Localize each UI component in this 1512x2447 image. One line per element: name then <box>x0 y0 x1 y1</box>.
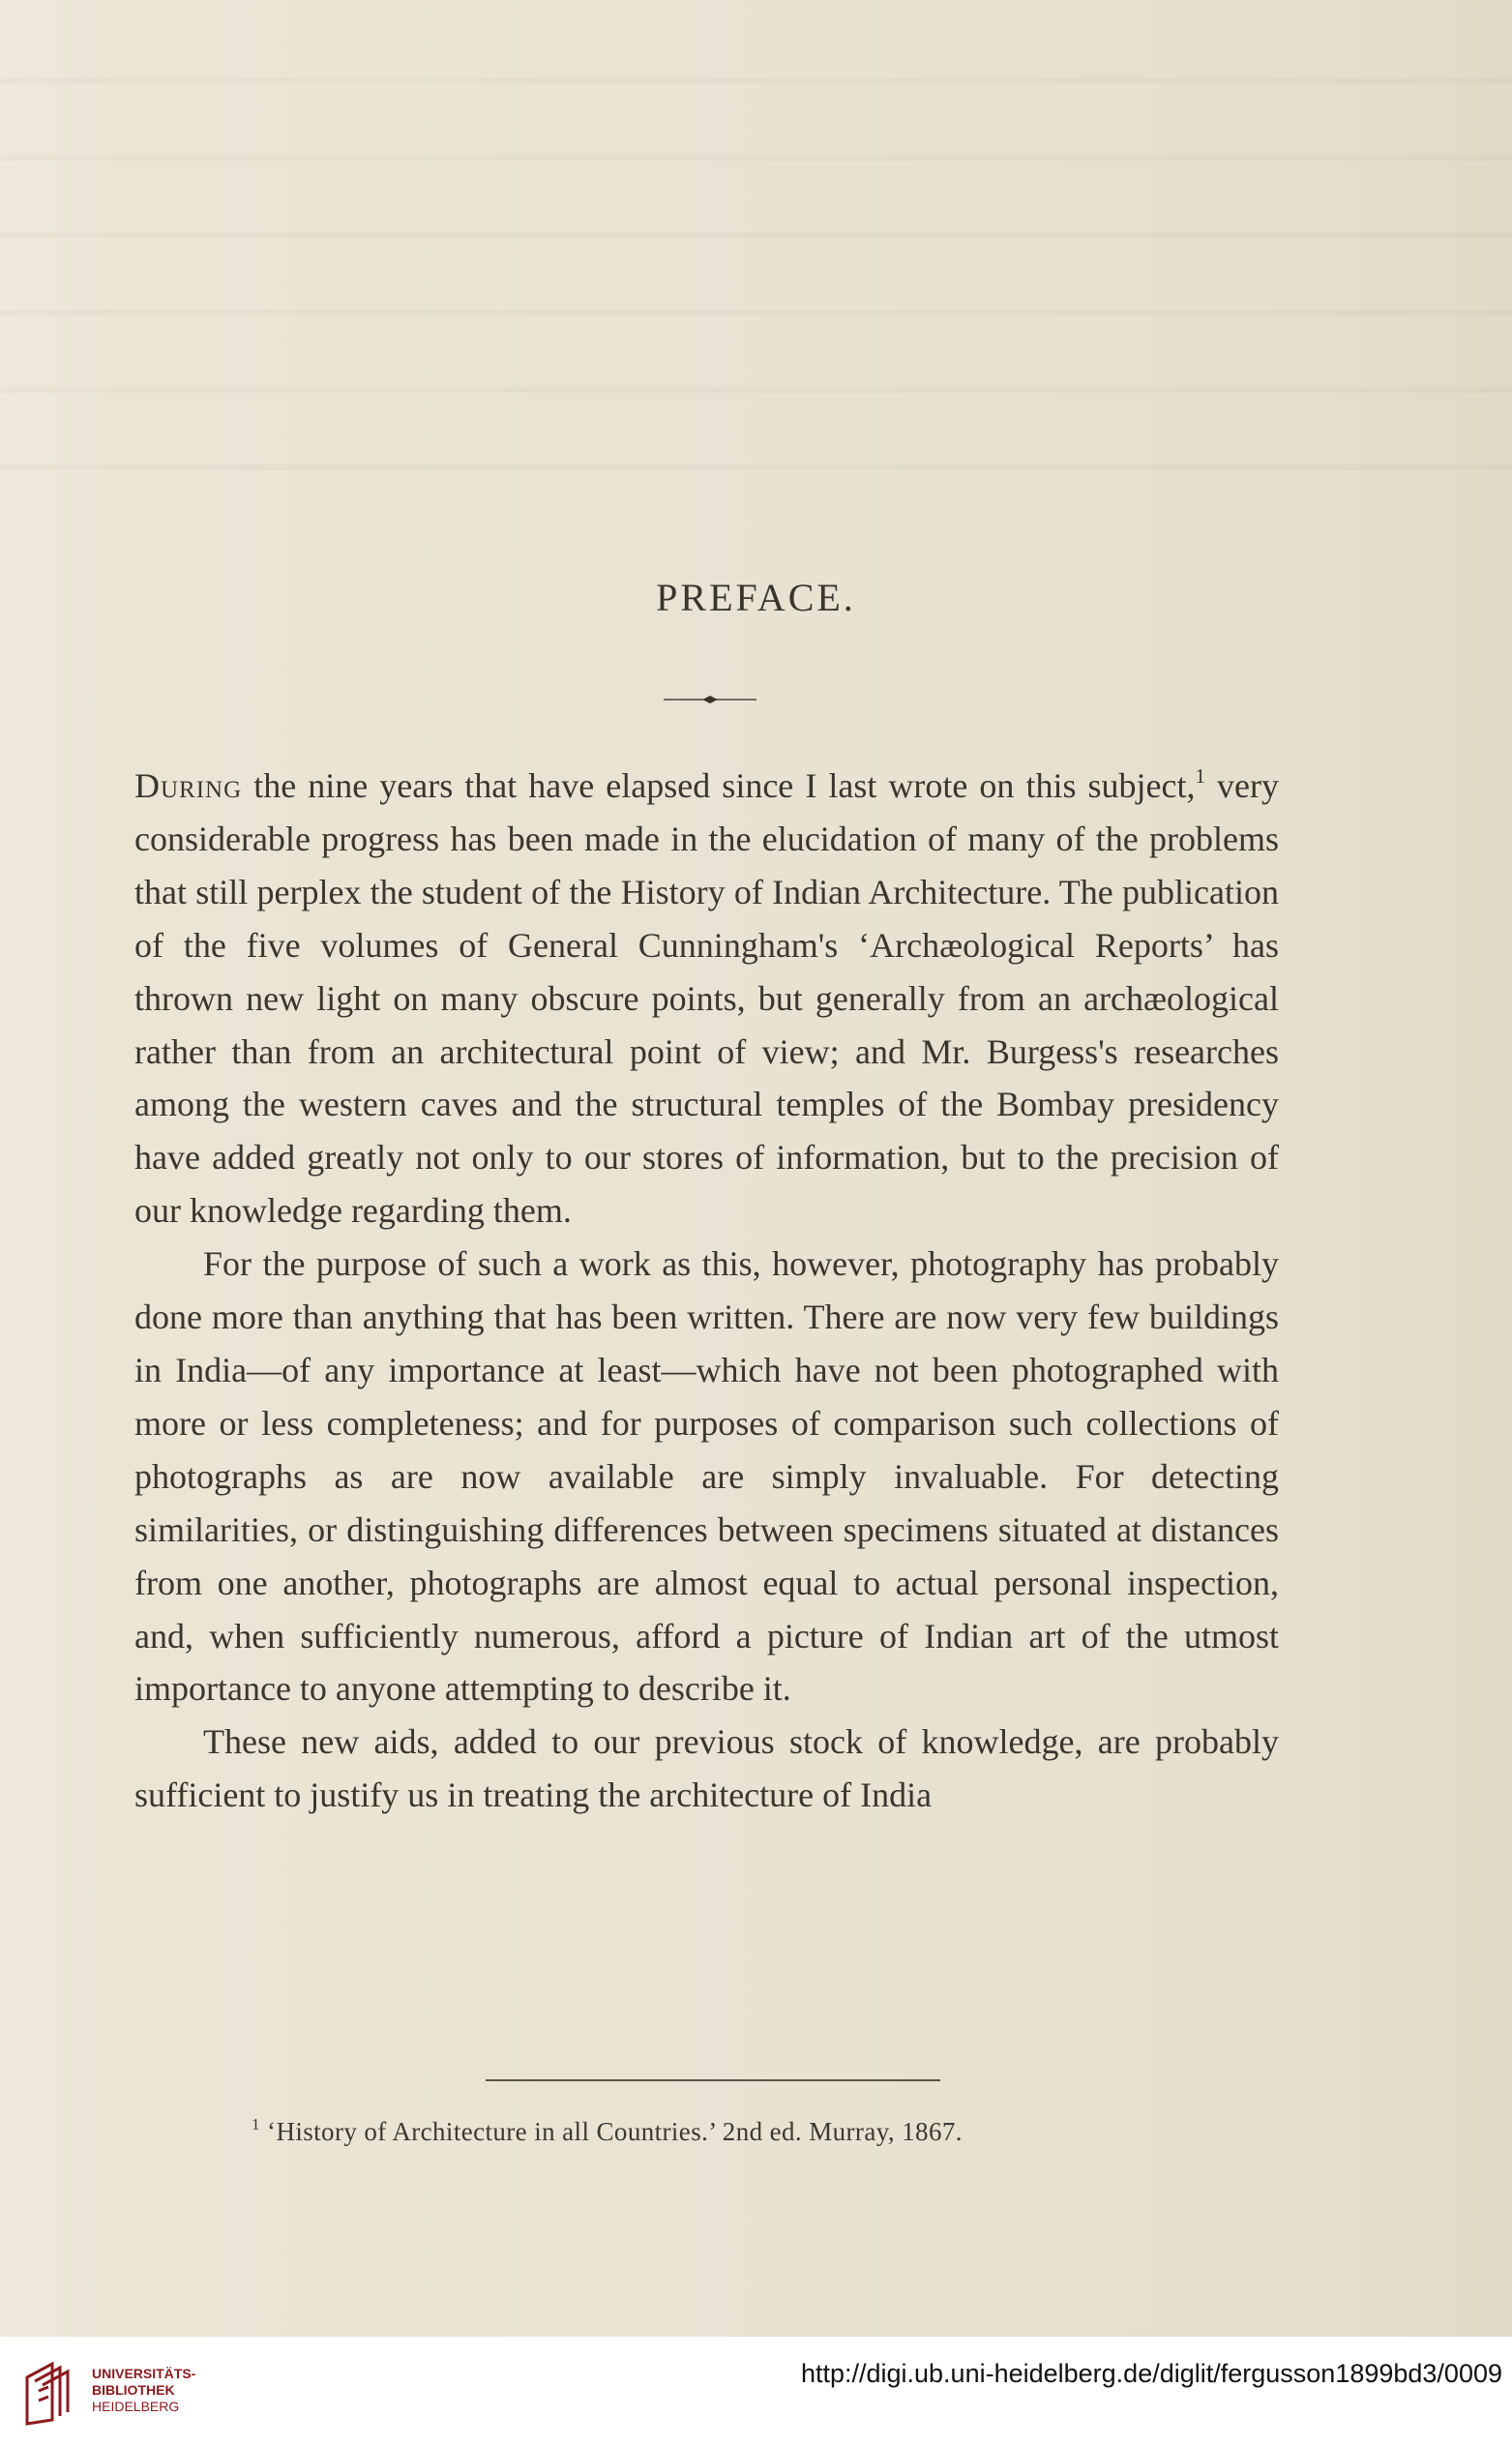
paragraph-2: For the purpose of such a work as this, however, photography has probably done more than anything that has been written. There are now very few buildings in India—of any importance at least—which have not been photographed with more or less completeness; and for purposes of comparison such collections of photographs as are now available are simply invaluable. For detecting similarities, or distinguishing differences between specimens situated at distances from one another, photographs are almost equal to actual personal inspection, and, when sufficiently numerous, afford a picture of Indian art of the utmost importance to anyone attempting to describe it. <box>134 1244 1279 1709</box>
bleed-through-line <box>0 232 1512 238</box>
footnote-marker: 1 <box>252 2115 260 2134</box>
footnote-text: ‘History of Architecture in all Countries.’ 2nd ed. Murray, 1867. <box>259 2117 963 2146</box>
paragraph-text: the nine years that have elapsed since I last wrote on this subject, <box>242 766 1196 805</box>
library-logo-icon[interactable] <box>19 2356 77 2428</box>
source-url-link[interactable]: http://digi.ub.uni-heidelberg.de/diglit/fergusson1899bd3/0009 <box>800 2359 1502 2388</box>
preface-body <box>134 760 1279 1822</box>
bleed-through-line <box>0 464 1512 470</box>
library-name-line-1: UNIVERSITÄTS- <box>92 2366 196 2381</box>
bleed-through-line <box>0 387 1512 393</box>
footer-bar <box>0 2337 1512 2447</box>
footnote-divider <box>486 2079 940 2081</box>
paragraph-1 <box>134 760 1279 1238</box>
paragraph-3: These new aids, added to our previous stock of knowledge, are probably sufficient to justify us in treating the architecture of India <box>134 1722 1279 1815</box>
paragraph-lead-word: During <box>134 766 243 805</box>
library-name <box>92 2366 195 2415</box>
bleed-through-line <box>0 155 1512 161</box>
paragraph-text: very considerable progress has been made in the elucidation of many of the problems that still perplex the student of the History of Indian Architecture. The publication of the five volumes of General Cunningham's ‘Archæological Reports’ has thrown new light on many obscure points, but generally from an archæological rather than from an architectural point of view; and Mr. Burgess's researches among the western caves and the structural temples of the Bombay presidency have added greatly not only to our stores of information, but to the precision of our knowledge regarding them. <box>134 766 1279 1231</box>
bleed-through-line <box>0 310 1512 315</box>
library-name-line-2: BIBLIOTHEK <box>92 2382 175 2398</box>
page-title: PREFACE. <box>656 576 856 619</box>
footnote <box>252 2117 963 2147</box>
bleed-through-line <box>0 77 1512 83</box>
library-name-line-3: HEIDELBERG <box>92 2399 180 2414</box>
title-ornament-icon <box>664 693 756 706</box>
footnote-reference: 1 <box>1195 764 1205 788</box>
